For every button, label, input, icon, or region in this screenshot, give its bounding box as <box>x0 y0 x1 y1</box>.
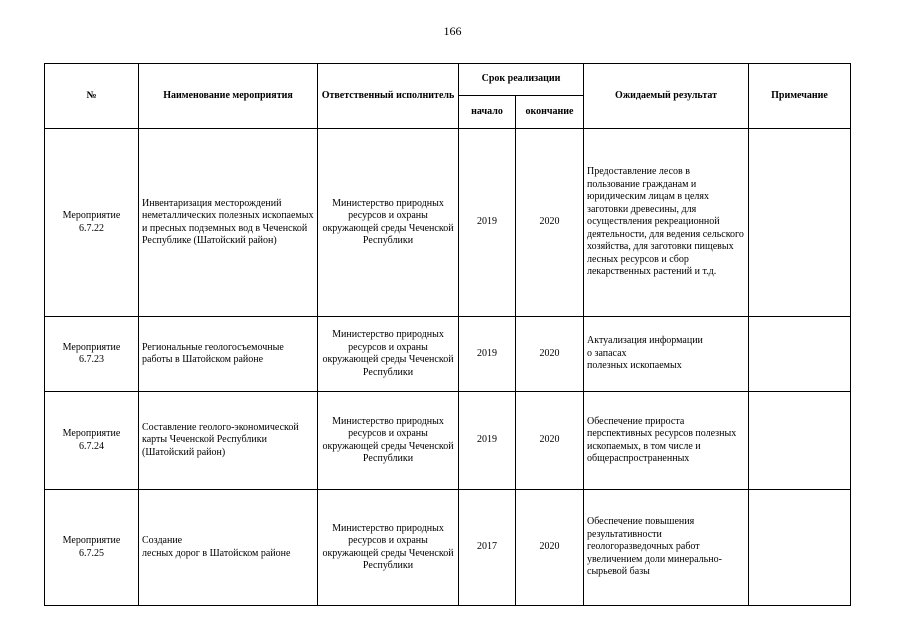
row-number: Мероприятие 6.7.25 <box>45 490 139 606</box>
header-executor: Ответственный исполнитель <box>318 64 459 129</box>
row-name: Создание лесных дорог в Шатойском районе <box>139 490 318 606</box>
row-result: Актуализация информации о запасах полезных ископаемых <box>584 317 749 392</box>
row-start-year: 2019 <box>459 392 516 490</box>
header-result: Ожидаемый результат <box>584 64 749 129</box>
row-note <box>749 392 851 490</box>
row-note <box>749 129 851 317</box>
table-row <box>45 490 851 606</box>
row-start-year: 2017 <box>459 490 516 606</box>
row-note <box>749 317 851 392</box>
header-period: Срок реализации <box>459 64 584 96</box>
row-start-year: 2019 <box>459 317 516 392</box>
row-start-year: 2019 <box>459 129 516 317</box>
header-name: Наименование мероприятия <box>139 64 318 129</box>
row-number: Мероприятие 6.7.22 <box>45 129 139 317</box>
row-name: Составление геолого-экономической карты Чеченской Республики (Шатойский район) <box>139 392 318 490</box>
table-row <box>45 392 851 490</box>
events-table <box>44 63 851 606</box>
row-executor: Министерство природных ресурсов и охраны окружающей среды Чеченской Республики <box>318 490 459 606</box>
header-start: начало <box>459 96 516 129</box>
row-result: Предоставление лесов в пользование гражданам и юридическим лицам в целях заготовки древесины, для осуществления рекреационной деятельности, для ведения сельского хозяйства, для заготовки пищевых лесных ресурсов и сбор лекарственных растений и т.д. <box>584 129 749 317</box>
row-executor: Министерство природных ресурсов и охраны окружающей среды Чеченской Республики <box>318 392 459 490</box>
row-end-year: 2020 <box>516 392 584 490</box>
row-result: Обеспечение прироста перспективных ресурсов полезных ископаемых, в том числе и общераспространенных <box>584 392 749 490</box>
row-end-year: 2020 <box>516 317 584 392</box>
table-row <box>45 129 851 317</box>
row-number: Мероприятие 6.7.23 <box>45 317 139 392</box>
row-end-year: 2020 <box>516 490 584 606</box>
header-num: № <box>45 64 139 129</box>
row-name: Региональные геологосъемочные работы в Шатойском районе <box>139 317 318 392</box>
row-number: Мероприятие 6.7.24 <box>45 392 139 490</box>
row-executor: Министерство природных ресурсов и охраны окружающей среды Чеченской Республики <box>318 129 459 317</box>
row-result: Обеспечение повышения результативности геологоразведочных работ увеличением доли минерально-сырьевой базы <box>584 490 749 606</box>
table-row <box>45 317 851 392</box>
row-name: Инвентаризация месторождений неметаллических полезных ископаемых и пресных подземных вод в Чеченской Республике (Шатойский район) <box>139 129 318 317</box>
row-note <box>749 490 851 606</box>
header-note: Примечание <box>749 64 851 129</box>
header-end: окончание <box>516 96 584 129</box>
page-number: 166 <box>443 24 462 38</box>
row-end-year: 2020 <box>516 129 584 317</box>
row-executor: Министерство природных ресурсов и охраны окружающей среды Чеченской Республики <box>318 317 459 392</box>
